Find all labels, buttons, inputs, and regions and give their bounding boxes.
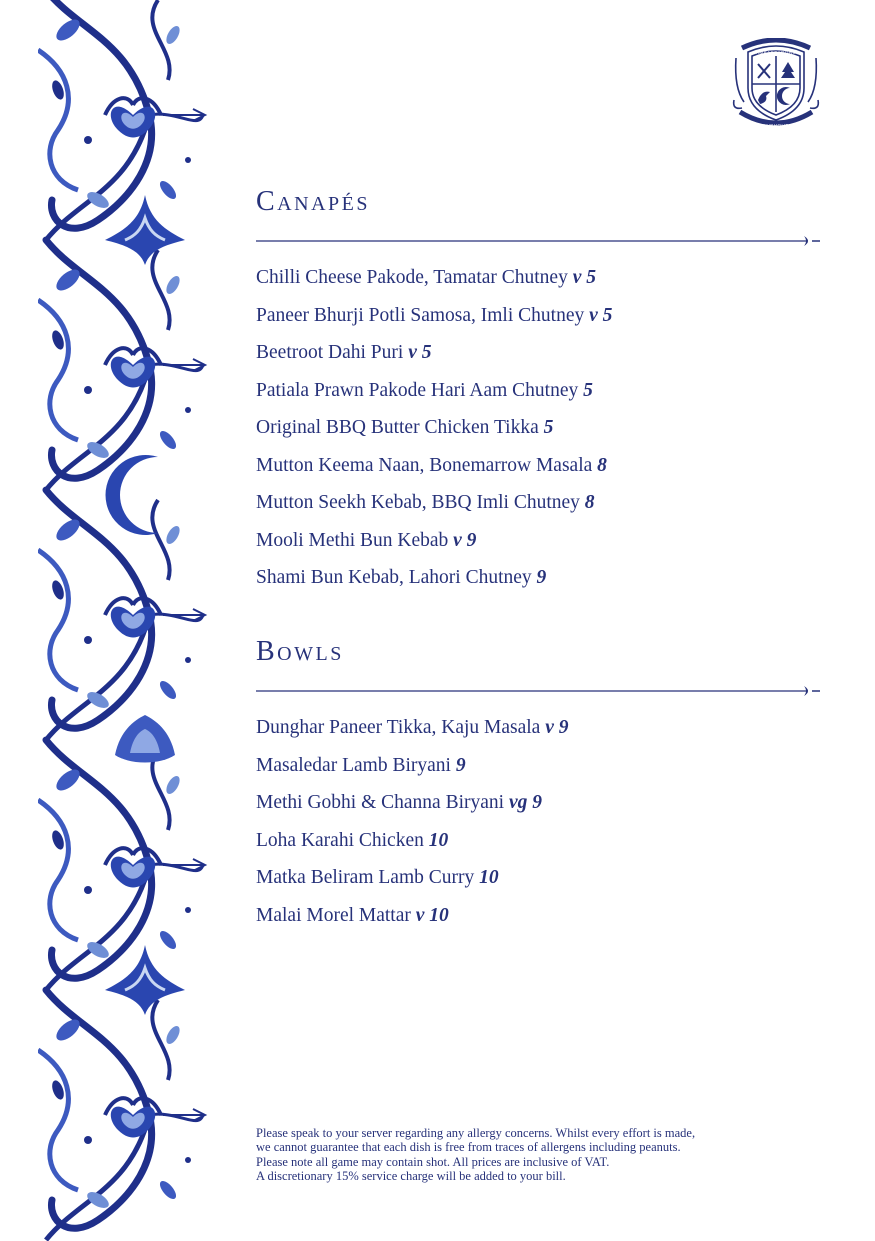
dish-price: 10 [479,867,499,888]
footnote-line: Please note all game may contain shot. All prices are inclusive of VAT. [256,1154,610,1169]
menu-item [256,530,612,568]
dish-name: Mutton Seekh Kebab, BBQ Imli Chutney [256,492,580,513]
dish-price: 9 [536,567,547,588]
ornamental-border [38,0,210,1241]
clubhouse-crest-logo [730,38,822,130]
dish-name: Mooli Methi Bun Kebab [256,529,449,551]
menu-item [256,305,612,343]
footnote-line: Please speak to your server regarding any allergy concerns. Whilst every effort is made, [256,1126,696,1140]
menu-item [256,867,568,905]
section-divider [256,685,820,697]
footnote-line: we cannot guarantee that each dish is free from traces of allergens including peanuts. [256,1140,681,1155]
dish-price: 8 [597,454,607,476]
dish-price: v 5 [589,304,613,326]
dish-price: v 9 [453,529,477,551]
dish-price: 8 [584,492,595,513]
dish-name: Chilli Cheese Pakode, Tamatar Chutney [256,267,568,288]
svg-text:AMBASSADORS: AMBASSADORS [755,50,797,55]
dish-price: v 10 [415,904,449,926]
dish-price: 10 [428,829,449,851]
bird-icon [758,92,770,104]
dish-name: Paneer Bhurji Potli Samosa, Imli Chutney [256,304,585,326]
section-title-canapes: Canapés [256,186,370,217]
dish-name: Beetroot Dahi Puri [256,342,404,363]
dish-name: Shami Bun Kebab, Lahori Chutney [256,567,532,588]
menu-item [256,792,568,830]
dish-price: 9 [455,754,466,776]
menu-item [256,342,612,380]
menu-item [256,567,612,605]
dish-name: Dunghar Paneer Tikka, Kaju Masala [256,717,541,738]
menu-item [256,380,612,418]
bowls-list [256,717,568,942]
menu-item [256,905,568,943]
tree-icon [781,62,795,78]
section-title-bowls: Bowls [256,636,344,667]
dish-name: Methi Gobhi & Channa Biryani [256,792,505,813]
dish-price: 5 [543,417,554,438]
footnote-line: A discretionary 15% service charge will be added to your bill. [256,1169,566,1184]
dish-name: Matka Beliram Lamb Curry [256,867,475,888]
canapes-list [256,267,612,605]
dish-price: vg 9 [508,792,542,813]
menu-item [256,417,612,455]
menu-item [256,717,568,755]
crossed-axes-icon [758,64,770,78]
dish-name: Mutton Keema Naan, Bonemarrow Masala [256,454,593,476]
dish-name: Loha Karahi Chicken [256,829,424,851]
allergy-footnote [256,1126,816,1184]
dish-name: Masaledar Lamb Biryani [256,754,451,776]
menu-item [256,267,612,305]
section-divider [256,235,820,247]
dish-name: Patiala Prawn Pakode Hari Aam Chutney [256,379,579,401]
dish-price: v 5 [408,342,432,363]
menu-item [256,455,612,493]
dish-price: v 5 [572,267,596,288]
dish-name: Original BBQ Butter Chicken Tikka [256,417,539,438]
svg-text:CLUBHOUSE: CLUBHOUSE [759,123,793,128]
dish-price: v 9 [545,717,569,738]
dish-price: 5 [583,379,593,401]
menu-item [256,830,568,868]
menu-item [256,492,612,530]
dish-name: Malai Morel Mattar [256,904,411,926]
menu-item [256,755,568,793]
crescent-moon-icon [777,87,790,105]
